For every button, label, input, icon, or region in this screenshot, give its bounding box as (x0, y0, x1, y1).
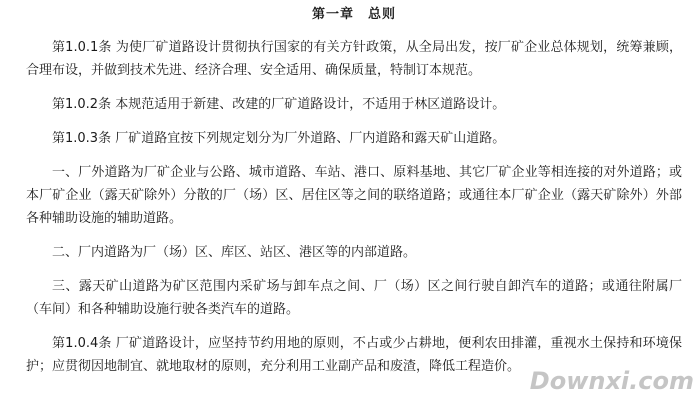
clause-external-roads: 一、厂外道路为厂矿企业与公路、城市道路、车站、港口、原料基地、其它厂矿企业等相连接的对外道路；或本厂矿企业（露天矿除外）分散的厂（场）区、居住区等之间的联络道路；或通往本厂矿企业（露天矿除外）外部各种辅助设施的辅助道路。 (26, 165, 682, 226)
article-1-0-4: 第1.0.4条 厂矿道路设计，应坚持节约用地的原则，不占或少占耕地，便利农田排灌，重视水土保持和环境保护；应贯彻因地制宜、就地取材的原则，充分利用工业副产品和废渣，降低工程造价。 (26, 336, 682, 374)
chapter-title (26, 6, 682, 24)
article-1-0-1: 第1.0.1条 为使厂矿道路设计贯彻执行国家的有关方针政策，从全局出发，按厂矿企业总体规划，统筹兼顾，合理布设，并做到技术先进、经济合理、安全适用、确保质量，特制订本规范。 (26, 40, 682, 78)
chapter-name: 总则 (368, 7, 397, 22)
site-watermark: Downxi.com (529, 367, 694, 395)
chapter-label: 第一章 (311, 7, 354, 22)
article-1-0-2: 第1.0.2条 本规范适用于新建、改建的厂矿道路设计，不适用于林区道路设计。 (52, 97, 506, 112)
clause-internal-roads: 二、厂内道路为厂（场）区、库区、站区、港区等的内部道路。 (52, 245, 417, 260)
article-1-0-3: 第1.0.3条 厂矿道路宜按下列规定划分为厂外道路、厂内道路和露天矿山道路。 (52, 131, 506, 146)
clause-mine-roads: 三、露天矿山道路为矿区范围内采矿场与卸车点之间、厂（场）区之间行驶自卸汽车的道路；或通往附属厂（车间）和各种辅助设施行驶各类汽车的道路。 (26, 279, 682, 317)
